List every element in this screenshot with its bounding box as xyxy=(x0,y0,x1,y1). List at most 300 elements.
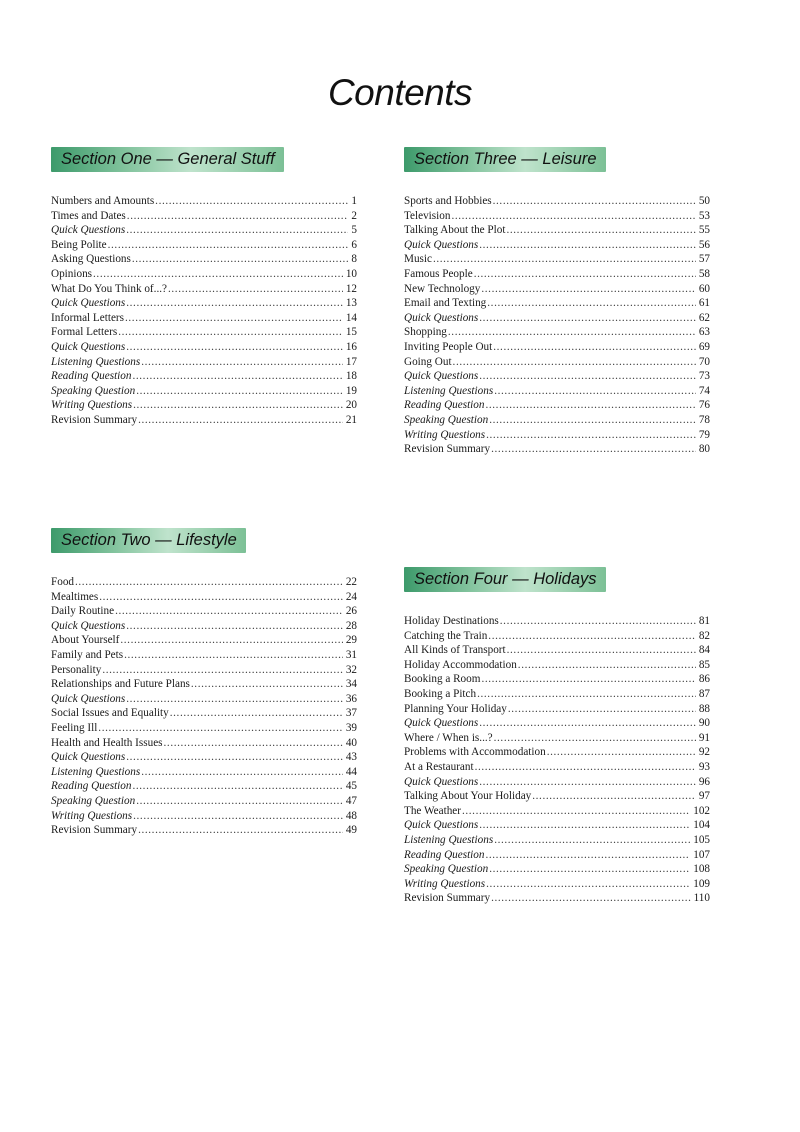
toc-list xyxy=(404,614,710,906)
toc-list xyxy=(51,575,357,838)
toc-entry xyxy=(404,804,710,819)
toc-entry-page: 108 xyxy=(693,863,710,876)
dot-leader xyxy=(75,575,343,590)
toc-entry-page: 45 xyxy=(345,780,357,793)
section-two xyxy=(51,528,357,838)
section-heading: Section Two — Lifestyle xyxy=(51,528,246,553)
page-title: Contents xyxy=(327,72,473,113)
toc-entry-label: Inviting People Out xyxy=(404,340,493,353)
toc-entry xyxy=(51,663,357,678)
dot-leader xyxy=(507,643,696,658)
dot-leader xyxy=(138,823,343,838)
toc-entry-page: 92 xyxy=(698,746,710,759)
toc-entry xyxy=(51,238,357,253)
toc-entry xyxy=(404,325,710,340)
toc-entry-page: 5 xyxy=(351,224,357,237)
toc-entry xyxy=(51,355,357,370)
dot-leader xyxy=(126,296,343,311)
toc-entry-page: 31 xyxy=(345,648,357,661)
toc-entry xyxy=(404,238,710,253)
toc-entry-page: 56 xyxy=(698,238,710,251)
toc-entry-page: 91 xyxy=(698,731,710,744)
toc-entry xyxy=(404,442,710,457)
toc-entry xyxy=(404,223,710,238)
dot-leader xyxy=(486,877,690,892)
toc-entry-page: 21 xyxy=(345,413,357,426)
dot-leader xyxy=(98,721,343,736)
toc-entry-page: 15 xyxy=(345,326,357,339)
toc-entry-label: Quick Questions xyxy=(404,717,479,730)
dot-leader xyxy=(489,413,696,428)
toc-entry xyxy=(404,398,710,413)
section-heading: Section Four — Holidays xyxy=(404,567,606,592)
dot-leader xyxy=(127,209,349,224)
toc-entry-page: 10 xyxy=(345,267,357,280)
dot-leader xyxy=(486,428,696,443)
toc-entry-page: 55 xyxy=(698,224,710,237)
toc-entry-label: Listening Questions xyxy=(404,384,494,397)
toc-entry xyxy=(51,398,357,413)
toc-entry-label: Writing Questions xyxy=(404,428,486,441)
toc-entry xyxy=(404,848,710,863)
toc-entry-page: 18 xyxy=(345,370,357,383)
toc-entry xyxy=(51,779,357,794)
dot-leader xyxy=(487,296,696,311)
toc-entry-label: Writing Questions xyxy=(404,877,486,890)
toc-entry-label: Reading Question xyxy=(404,399,485,412)
toc-entry-page: 86 xyxy=(698,673,710,686)
toc-entry-page: 17 xyxy=(345,355,357,368)
toc-entry-page: 110 xyxy=(693,892,710,905)
dot-leader xyxy=(126,223,348,238)
toc-entry xyxy=(404,413,710,428)
toc-entry-label: Personality xyxy=(51,663,102,676)
toc-entry-label: Shopping xyxy=(404,326,447,339)
dot-leader xyxy=(133,398,343,413)
toc-entry-label: Booking a Room xyxy=(404,673,481,686)
dot-leader xyxy=(99,590,343,605)
toc-entry-label: Speaking Question xyxy=(404,863,489,876)
dot-leader xyxy=(479,716,696,731)
dot-leader xyxy=(481,282,695,297)
toc-entry xyxy=(51,384,357,399)
toc-entry-page: 97 xyxy=(698,790,710,803)
dot-leader xyxy=(136,384,343,399)
toc-entry xyxy=(51,677,357,692)
toc-entry-label: About Yourself xyxy=(51,634,120,647)
toc-entry-page: 87 xyxy=(698,687,710,700)
toc-entry-label: Asking Questions xyxy=(51,253,131,266)
dot-leader xyxy=(451,209,695,224)
toc-entry xyxy=(404,614,710,629)
toc-entry xyxy=(51,721,357,736)
toc-entry-label: Reading Question xyxy=(51,780,132,793)
dot-leader xyxy=(115,604,343,619)
toc-entry xyxy=(404,702,710,717)
toc-entry xyxy=(404,296,710,311)
toc-entry-label: Family and Pets xyxy=(51,648,124,661)
dot-leader xyxy=(141,355,343,370)
toc-entry-page: 26 xyxy=(345,605,357,618)
toc-entry-page: 58 xyxy=(698,267,710,280)
toc-entry-label: Writing Questions xyxy=(51,399,133,412)
toc-entry xyxy=(51,736,357,751)
toc-entry-label: Quick Questions xyxy=(404,819,479,832)
dot-leader xyxy=(168,282,343,297)
dot-leader xyxy=(132,779,342,794)
toc-entry xyxy=(404,818,710,833)
toc-entry-page: 22 xyxy=(345,576,357,588)
toc-entry-label: Quick Questions xyxy=(51,340,126,353)
dot-leader xyxy=(126,340,343,355)
toc-entry-label: Revision Summary xyxy=(404,443,491,456)
toc-entry xyxy=(404,775,710,790)
toc-entry-label: Going Out xyxy=(404,355,452,368)
toc-entry-page: 14 xyxy=(345,311,357,324)
toc-entry-page: 37 xyxy=(345,707,357,720)
toc-entry xyxy=(51,619,357,634)
toc-entry-label: Where / When is...? xyxy=(404,731,493,744)
toc-entry-label: Relationships and Future Plans xyxy=(51,678,190,691)
toc-entry-label: Music xyxy=(404,253,432,266)
dot-leader xyxy=(164,736,343,751)
toc-entry-page: 57 xyxy=(698,253,710,266)
toc-entry xyxy=(404,643,710,658)
toc-entry xyxy=(51,296,357,311)
toc-entry xyxy=(404,731,710,746)
toc-entry-page: 73 xyxy=(698,370,710,383)
toc-entry xyxy=(404,877,710,892)
toc-entry-page: 96 xyxy=(698,775,710,788)
toc-entry xyxy=(404,833,710,848)
toc-entry-page: 32 xyxy=(345,663,357,676)
toc-entry xyxy=(404,194,710,209)
toc-entry-page: 69 xyxy=(698,340,710,353)
toc-entry-page: 34 xyxy=(345,678,357,691)
dot-leader xyxy=(479,311,696,326)
toc-entry-page: 48 xyxy=(345,809,357,822)
toc-entry xyxy=(404,629,710,644)
toc-entry-label: At a Restaurant xyxy=(404,760,474,773)
dot-leader xyxy=(491,442,696,457)
toc-entry-page: 53 xyxy=(698,209,710,222)
section-four xyxy=(404,567,710,906)
toc-entry-page: 62 xyxy=(698,311,710,324)
toc-entry-page: 60 xyxy=(698,282,710,295)
toc-entry-label: Catching the Train xyxy=(404,629,488,642)
toc-entry-page: 84 xyxy=(698,644,710,657)
dot-leader xyxy=(493,194,696,209)
toc-entry xyxy=(51,750,357,765)
toc-entry-label: Quick Questions xyxy=(51,619,126,632)
toc-entry-label: Reading Question xyxy=(404,848,485,861)
toc-entry-label: Talking About Your Holiday xyxy=(404,790,532,803)
toc-entry-page: 43 xyxy=(345,751,357,764)
toc-entry-label: Holiday Destinations xyxy=(404,615,499,627)
toc-entry-page: 76 xyxy=(698,399,710,412)
section-three xyxy=(404,147,710,457)
toc-entry xyxy=(404,384,710,399)
dot-leader xyxy=(155,194,348,209)
toc-entry-label: Speaking Question xyxy=(51,794,136,807)
section-one xyxy=(51,147,357,428)
toc-entry-label: Booking a Pitch xyxy=(404,687,477,700)
dot-leader xyxy=(191,677,343,692)
toc-list xyxy=(404,194,710,457)
dot-leader xyxy=(108,238,349,253)
toc-entry xyxy=(51,223,357,238)
toc-entry xyxy=(51,765,357,780)
toc-entry xyxy=(404,252,710,267)
toc-entry-label: Television xyxy=(404,209,451,222)
toc-entry-page: 102 xyxy=(693,804,710,817)
toc-entry-label: Numbers and Amounts xyxy=(51,195,155,207)
toc-entry-label: Reading Question xyxy=(51,370,132,383)
dot-leader xyxy=(481,672,695,687)
toc-entry-label: Revision Summary xyxy=(404,892,491,905)
toc-entry xyxy=(404,745,710,760)
toc-entry xyxy=(51,369,357,384)
dot-leader xyxy=(508,702,696,717)
toc-entry xyxy=(404,340,710,355)
toc-entry-label: The Weather xyxy=(404,804,461,817)
toc-entry-page: 29 xyxy=(345,634,357,647)
dot-leader xyxy=(120,633,342,648)
toc-entry-page: 1 xyxy=(351,195,357,207)
toc-entry xyxy=(51,209,357,224)
toc-entry-label: Health and Health Issues xyxy=(51,736,163,749)
toc-entry-page: 93 xyxy=(698,760,710,773)
toc-entry xyxy=(404,428,710,443)
toc-entry-label: Writing Questions xyxy=(51,809,133,822)
toc-entry-label: Feeling Ill xyxy=(51,721,98,734)
dot-leader xyxy=(125,311,343,326)
toc-entry-label: Email and Texting xyxy=(404,297,487,310)
toc-entry xyxy=(51,413,357,428)
toc-entry xyxy=(51,575,357,590)
toc-entry-page: 12 xyxy=(345,282,357,295)
toc-entry-label: Quick Questions xyxy=(404,775,479,788)
toc-entry xyxy=(51,340,357,355)
dot-leader xyxy=(485,398,695,413)
dot-leader xyxy=(489,862,690,877)
dot-leader xyxy=(491,891,691,906)
toc-entry-label: Sports and Hobbies xyxy=(404,195,492,207)
dot-leader xyxy=(126,692,343,707)
dot-leader xyxy=(494,384,696,399)
toc-entry-label: All Kinds of Transport xyxy=(404,644,506,657)
dot-leader xyxy=(132,369,342,384)
toc-entry xyxy=(404,891,710,906)
dot-leader xyxy=(138,413,343,428)
toc-entry-page: 90 xyxy=(698,717,710,730)
toc-entry-page: 70 xyxy=(698,355,710,368)
toc-entry-page: 80 xyxy=(698,443,710,456)
toc-entry-page: 61 xyxy=(698,297,710,310)
toc-entry-page: 50 xyxy=(698,195,710,207)
dot-leader xyxy=(518,658,696,673)
toc-entry-label: Planning Your Holiday xyxy=(404,702,507,715)
toc-entry xyxy=(51,252,357,267)
toc-entry-page: 105 xyxy=(693,833,710,846)
toc-entry-label: Quick Questions xyxy=(51,224,126,237)
dot-leader xyxy=(126,750,343,765)
dot-leader xyxy=(547,745,696,760)
toc-entry xyxy=(51,194,357,209)
dot-leader xyxy=(170,706,343,721)
toc-entry-label: Opinions xyxy=(51,267,93,280)
toc-entry-label: Quick Questions xyxy=(404,370,479,383)
toc-entry-label: Informal Letters xyxy=(51,311,124,324)
dot-leader xyxy=(485,848,690,863)
dot-leader xyxy=(132,252,349,267)
toc-entry-page: 28 xyxy=(345,619,357,632)
toc-entry-label: Formal Letters xyxy=(51,326,118,339)
toc-entry-label: Revision Summary xyxy=(51,824,138,837)
dot-leader xyxy=(102,663,342,678)
toc-entry-label: Holiday Accommodation xyxy=(404,658,517,671)
toc-entry xyxy=(404,355,710,370)
toc-entry-page: 20 xyxy=(345,399,357,412)
dot-leader xyxy=(479,369,696,384)
toc-entry xyxy=(51,590,357,605)
toc-entry-page: 85 xyxy=(698,658,710,671)
dot-leader xyxy=(474,267,696,282)
toc-entry-page: 36 xyxy=(345,692,357,705)
toc-entry xyxy=(51,282,357,297)
dot-leader xyxy=(126,619,343,634)
toc-entry-page: 109 xyxy=(693,877,710,890)
toc-entry xyxy=(51,648,357,663)
toc-entry-label: What Do You Think of...? xyxy=(51,282,168,295)
toc-entry-page: 16 xyxy=(345,340,357,353)
dot-leader xyxy=(124,648,343,663)
toc-entry-page: 44 xyxy=(345,765,357,778)
toc-entry xyxy=(51,794,357,809)
toc-entry-label: Being Polite xyxy=(51,238,107,251)
toc-entry-label: Social Issues and Equality xyxy=(51,707,169,720)
toc-entry-page: 39 xyxy=(345,721,357,734)
toc-entry-page: 8 xyxy=(351,253,357,266)
toc-entry xyxy=(51,325,357,340)
toc-entry-page: 13 xyxy=(345,297,357,310)
toc-entry xyxy=(51,692,357,707)
toc-entry-label: Times and Dates xyxy=(51,209,126,222)
dot-leader xyxy=(488,629,696,644)
toc-entry-page: 24 xyxy=(345,590,357,603)
toc-entry-page: 82 xyxy=(698,629,710,642)
dot-leader xyxy=(494,731,696,746)
toc-entry-page: 47 xyxy=(345,794,357,807)
toc-entry-page: 107 xyxy=(693,848,710,861)
toc-entry xyxy=(404,311,710,326)
toc-entry-label: Quick Questions xyxy=(404,311,479,324)
toc-entry xyxy=(404,716,710,731)
section-heading: Section One — General Stuff xyxy=(51,147,284,172)
toc-entry xyxy=(51,311,357,326)
dot-leader xyxy=(93,267,343,282)
toc-entry-page: 88 xyxy=(698,702,710,715)
toc-entry xyxy=(404,672,710,687)
dot-leader xyxy=(532,789,696,804)
toc-entry-page: 40 xyxy=(345,736,357,749)
dot-leader xyxy=(479,818,690,833)
toc-entry xyxy=(51,267,357,282)
dot-leader xyxy=(133,809,343,824)
toc-entry-label: New Technology xyxy=(404,282,481,295)
toc-entry xyxy=(404,282,710,297)
dot-leader xyxy=(493,340,696,355)
toc-list xyxy=(51,194,357,428)
toc-entry xyxy=(51,809,357,824)
toc-entry xyxy=(404,789,710,804)
toc-entry-label: Quick Questions xyxy=(404,238,479,251)
dot-leader xyxy=(433,252,696,267)
toc-entry-label: Talking About the Plot xyxy=(404,224,506,237)
toc-entry-label: Listening Questions xyxy=(51,765,141,778)
toc-entry xyxy=(51,604,357,619)
toc-entry xyxy=(404,862,710,877)
toc-entry-page: 2 xyxy=(351,209,357,222)
toc-entry xyxy=(404,369,710,384)
toc-entry-page: 19 xyxy=(345,384,357,397)
toc-entry-page: 78 xyxy=(698,413,710,426)
toc-entry-label: Quick Questions xyxy=(51,751,126,764)
dot-leader xyxy=(479,775,696,790)
dot-leader xyxy=(479,238,696,253)
toc-entry xyxy=(51,823,357,838)
toc-entry-page: 74 xyxy=(698,384,710,397)
toc-entry-label: Revision Summary xyxy=(51,413,138,426)
toc-entry-label: Daily Routine xyxy=(51,605,115,618)
section-heading: Section Three — Leisure xyxy=(404,147,606,172)
toc-entry xyxy=(404,687,710,702)
toc-entry xyxy=(404,209,710,224)
toc-entry xyxy=(404,760,710,775)
toc-entry-label: Listening Questions xyxy=(404,833,494,846)
dot-leader xyxy=(136,794,343,809)
dot-leader xyxy=(494,833,690,848)
toc-entry xyxy=(51,706,357,721)
toc-entry-label: Famous People xyxy=(404,267,473,280)
toc-entry-label: Quick Questions xyxy=(51,692,126,705)
dot-leader xyxy=(500,614,696,629)
dot-leader xyxy=(453,355,696,370)
dot-leader xyxy=(477,687,696,702)
dot-leader xyxy=(448,325,696,340)
toc-entry-label: Speaking Question xyxy=(404,413,489,426)
toc-entry xyxy=(404,658,710,673)
dot-leader xyxy=(462,804,690,819)
toc-entry-page: 79 xyxy=(698,428,710,441)
toc-entry-label: Mealtimes xyxy=(51,590,99,603)
toc-entry-label: Speaking Question xyxy=(51,384,136,397)
toc-entry-label: Food xyxy=(51,576,75,588)
toc-entry-page: 49 xyxy=(345,824,357,837)
toc-entry-label: Quick Questions xyxy=(51,297,126,310)
toc-entry-label: Listening Questions xyxy=(51,355,141,368)
toc-entry xyxy=(51,633,357,648)
toc-entry-label: Problems with Accommodation xyxy=(404,746,546,759)
dot-leader xyxy=(118,325,343,340)
dot-leader xyxy=(141,765,343,780)
toc-entry-page: 81 xyxy=(698,615,710,627)
toc-entry xyxy=(404,267,710,282)
dot-leader xyxy=(506,223,695,238)
toc-entry-page: 6 xyxy=(351,238,357,251)
toc-entry-page: 104 xyxy=(693,819,710,832)
dot-leader xyxy=(475,760,696,775)
